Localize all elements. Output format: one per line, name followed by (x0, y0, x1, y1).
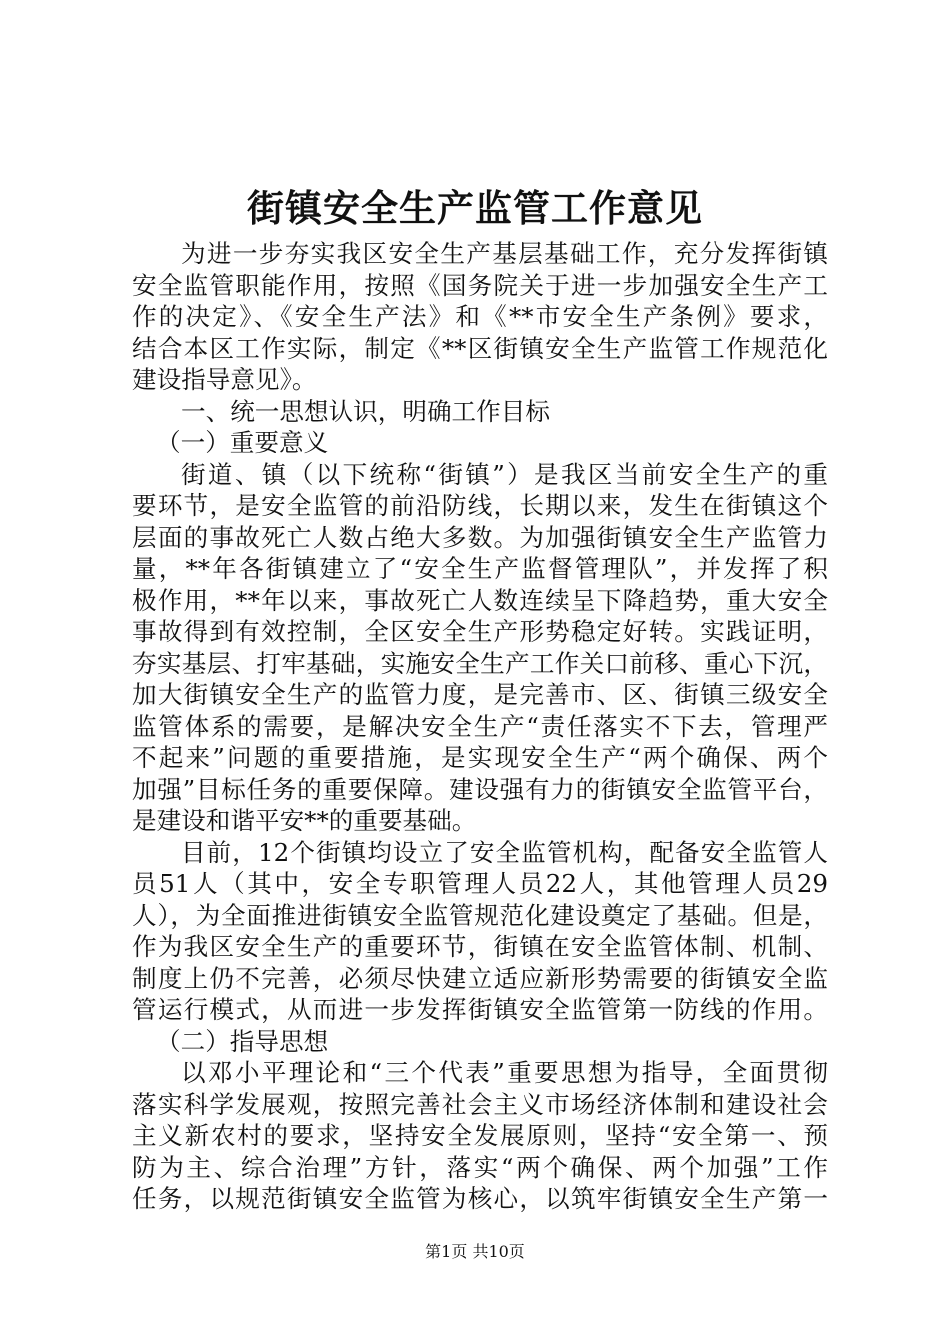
body-line: 作的决定》、《安全生产法》和《**市安全生产条例》要求， (132, 302, 828, 331)
body-line: 监管体系的需要，是解决安全生产“责任落实不下去，管理严 (132, 711, 828, 741)
body-line: 事故得到有效控制，全区安全生产形势稳定好转。实践证明， (132, 617, 828, 646)
body-line: 量，**年各街镇建立了“安全生产监督管理队”，并发挥了积 (132, 554, 828, 583)
document-title: 街镇安全生产监管工作意见 (247, 186, 703, 230)
body-line: 人），为全面推进街镇安全监管规范化建设奠定了基础。但是， (132, 900, 828, 930)
document-body (132, 238, 828, 1215)
body-line: 管运行模式，从而进一步发挥街镇安全监管第一防线的作用。 (132, 995, 828, 1024)
body-line: 极作用，**年以来，事故死亡人数连续呈下降趋势，重大安全 (132, 585, 828, 615)
body-line: 作为我区安全生产的重要环节，街镇在安全监管体制、机制、 (132, 932, 828, 961)
body-line: 员51人（其中，安全专职管理人员22人，其他管理人员29 (132, 869, 828, 898)
body-line: 安全监管职能作用，按照《国务院关于进一步加强安全生产工 (132, 270, 828, 300)
body-line: 为进一步夯实我区安全生产基层基础工作，充分发挥街镇 (181, 239, 828, 268)
body-line: 主义新农村的要求，坚持安全发展原则，坚持“安全第一、预 (132, 1121, 828, 1150)
body-line: 加大街镇安全生产的监管力度，是完善市、区、街镇三级安全 (132, 680, 828, 709)
body-line: 建设指导意见》。 (132, 365, 317, 394)
subsection-heading: （二）指导思想 (156, 1026, 329, 1056)
body-line: 不起来”问题的重要措施，是实现安全生产“两个确保、两个 (132, 743, 828, 772)
page-number: 第1页 共10页 (425, 1242, 525, 1261)
body-line: 防为主、综合治理”方针，落实“两个确保、两个加强”工作 (132, 1152, 828, 1182)
body-line: 目前，12个街镇均设立了安全监管机构，配备安全监管人 (181, 837, 828, 867)
body-line: 层面的事故死亡人数占绝大多数。为加强街镇安全生产监管力 (132, 522, 828, 552)
body-line: 以邓小平理论和“三个代表”重要思想为指导，全面贯彻 (181, 1058, 828, 1087)
body-line: 落实科学发展观，按照完善社会主义市场经济体制和建设社会 (132, 1089, 828, 1119)
body-line: 是建设和谐平安**的重要基础。 (132, 806, 477, 835)
body-line: 加强”目标任务的重要保障。建设强有力的街镇安全监管平台， (132, 774, 828, 804)
subsection-heading: （一）重要意义 (156, 428, 329, 457)
body-line: 街道、镇（以下统称“街镇”）是我区当前安全生产的重 (181, 459, 828, 489)
body-line: 制度上仍不完善，必须尽快建立适应新形势需要的街镇安全监 (132, 963, 828, 993)
body-line: 要环节，是安全监管的前沿防线，长期以来，发生在街镇这个 (132, 491, 828, 520)
body-line: 任务，以规范街镇安全监管为核心，以筑牢街镇安全生产第一 (132, 1184, 828, 1213)
body-line: 夯实基层、打牢基础，实施安全生产工作关口前移、重心下沉， (132, 648, 828, 678)
section-heading: 一、统一思想认识，明确工作目标 (181, 396, 550, 426)
body-line: 结合本区工作实际，制定《**区街镇安全生产监管工作规范化 (132, 333, 828, 363)
